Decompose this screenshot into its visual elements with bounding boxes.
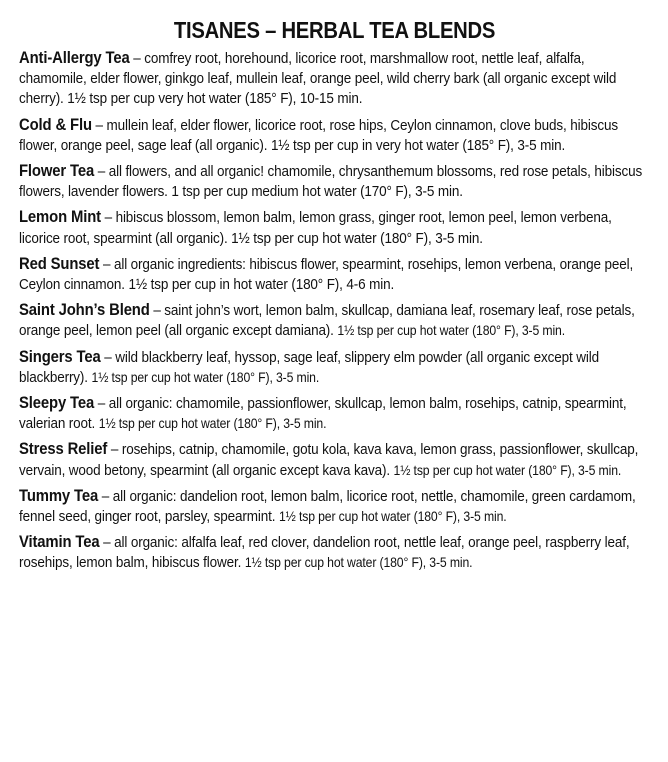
tea-name: Tummy Tea xyxy=(19,486,99,505)
tea-description: – rosehips, catnip, chamomile, gotu kola, kava kava, lemon grass, passionflower, skullcap, vervain, wood betony, spearmint (all organic except kava kava). xyxy=(19,441,639,479)
page-title: TISANES – HERBAL TEA BLENDS xyxy=(173,17,496,43)
tea-description: – all flowers, and all organic! chamomile, chrysanthemum blossoms, red rose petals, hibiscus flowers, lavender flowers. 1 tsp per cup medium hot water (170° F), 3-5 min. xyxy=(19,163,643,201)
tea-entry-vitamin xyxy=(19,532,649,573)
tea-name: Flower Tea xyxy=(19,162,95,181)
tea-name: Stress Relief xyxy=(19,440,108,459)
tea-description: – wild blackberry leaf, hyssop, sage leaf, slippery elm powder (all organic except wild blackberry). xyxy=(19,348,599,386)
tea-entry-saint-johns xyxy=(19,300,649,341)
tea-description: – all organic: alfalfa leaf, red clover, dandelion root, nettle leaf, orange peel, raspberry leaf, rosehips, lemon balm, hibiscus flower. xyxy=(19,534,630,572)
tea-entry-stress-relief xyxy=(19,439,649,480)
tea-name: Sleepy Tea xyxy=(19,394,95,413)
tea-description: – hibiscus blossom, lemon balm, lemon grass, ginger root, lemon peel, lemon verbena, licorice root, spearmint (all organic). 1½ tsp per cup hot water (180° F), 3-5 min. xyxy=(19,209,612,247)
tea-entry-flower xyxy=(19,161,649,202)
tea-directions: 1½ tsp per cup hot water (180° F), 3-5 min. xyxy=(244,555,473,571)
tea-description: – all organic: chamomile, passionflower, skullcap, lemon balm, rosehips, catnip, spearmint, valerian root. xyxy=(19,395,627,433)
tea-directions: 1½ tsp per cup hot water (180° F), 3-5 min. xyxy=(337,323,565,339)
tea-directions: 1½ tsp per cup hot water (180° F), 3-5 min. xyxy=(91,369,320,385)
tea-entry-lemon-mint xyxy=(19,207,649,248)
tea-directions: 1½ tsp per cup hot water (180° F), 3-5 min. xyxy=(278,509,507,525)
tea-name: Cold & Flu xyxy=(19,115,92,134)
tea-entry-cold-flu xyxy=(19,115,649,156)
tea-name: Saint John’s Blend xyxy=(19,301,150,320)
tea-name: Red Sunset xyxy=(19,254,100,273)
tea-entry-sleepy xyxy=(19,393,649,434)
tea-directions: 1½ tsp per cup hot water (180° F), 3-5 min. xyxy=(393,462,622,478)
tea-description: – saint john’s wort, lemon balm, skullcap, damiana leaf, rosemary leaf, rose petals, orange peel, lemon peel (all organic except damiana). xyxy=(19,302,635,340)
tea-name: Anti-Allergy Tea xyxy=(19,49,130,67)
tea-description: – comfrey root, horehound, licorice root, marshmallow root, nettle leaf, alfalfa, chamomile, elder flower, ginkgo leaf, mullein leaf, orange peel, wild cherry bark (all organic except wild cherry). 1½ tsp per cup very hot water (185° F), 10-15 min. xyxy=(19,50,617,108)
tea-entry-anti-allergy xyxy=(19,48,649,110)
tea-name: Lemon Mint xyxy=(19,208,101,227)
tea-name: Singers Tea xyxy=(19,347,101,366)
tea-entry-red-sunset xyxy=(19,254,649,295)
tea-entry-tummy xyxy=(19,486,649,527)
tea-description: – all organic: dandelion root, lemon balm, licorice root, nettle, chamomile, green cardamom, fennel seed, ginger root, parsley, spearmint. xyxy=(19,487,636,526)
tea-entry-singers xyxy=(19,347,649,388)
tea-directions: 1½ tsp per cup hot water (180° F), 3-5 min. xyxy=(98,416,327,432)
tea-description: – all organic ingredients: hibiscus flower, spearmint, rosehips, lemon verbena, orange peel, Ceylon cinnamon. 1½ tsp per cup in hot water (180° F), 4-6 min. xyxy=(19,255,634,294)
tea-name: Vitamin Tea xyxy=(19,533,100,552)
tea-description: – mullein leaf, elder flower, licorice root, rose hips, Ceylon cinnamon, clove buds, hibiscus flower, orange peel, sage leaf (all organic). 1½ tsp per cup in very hot water (185° F), 3-5 min. xyxy=(19,116,618,154)
